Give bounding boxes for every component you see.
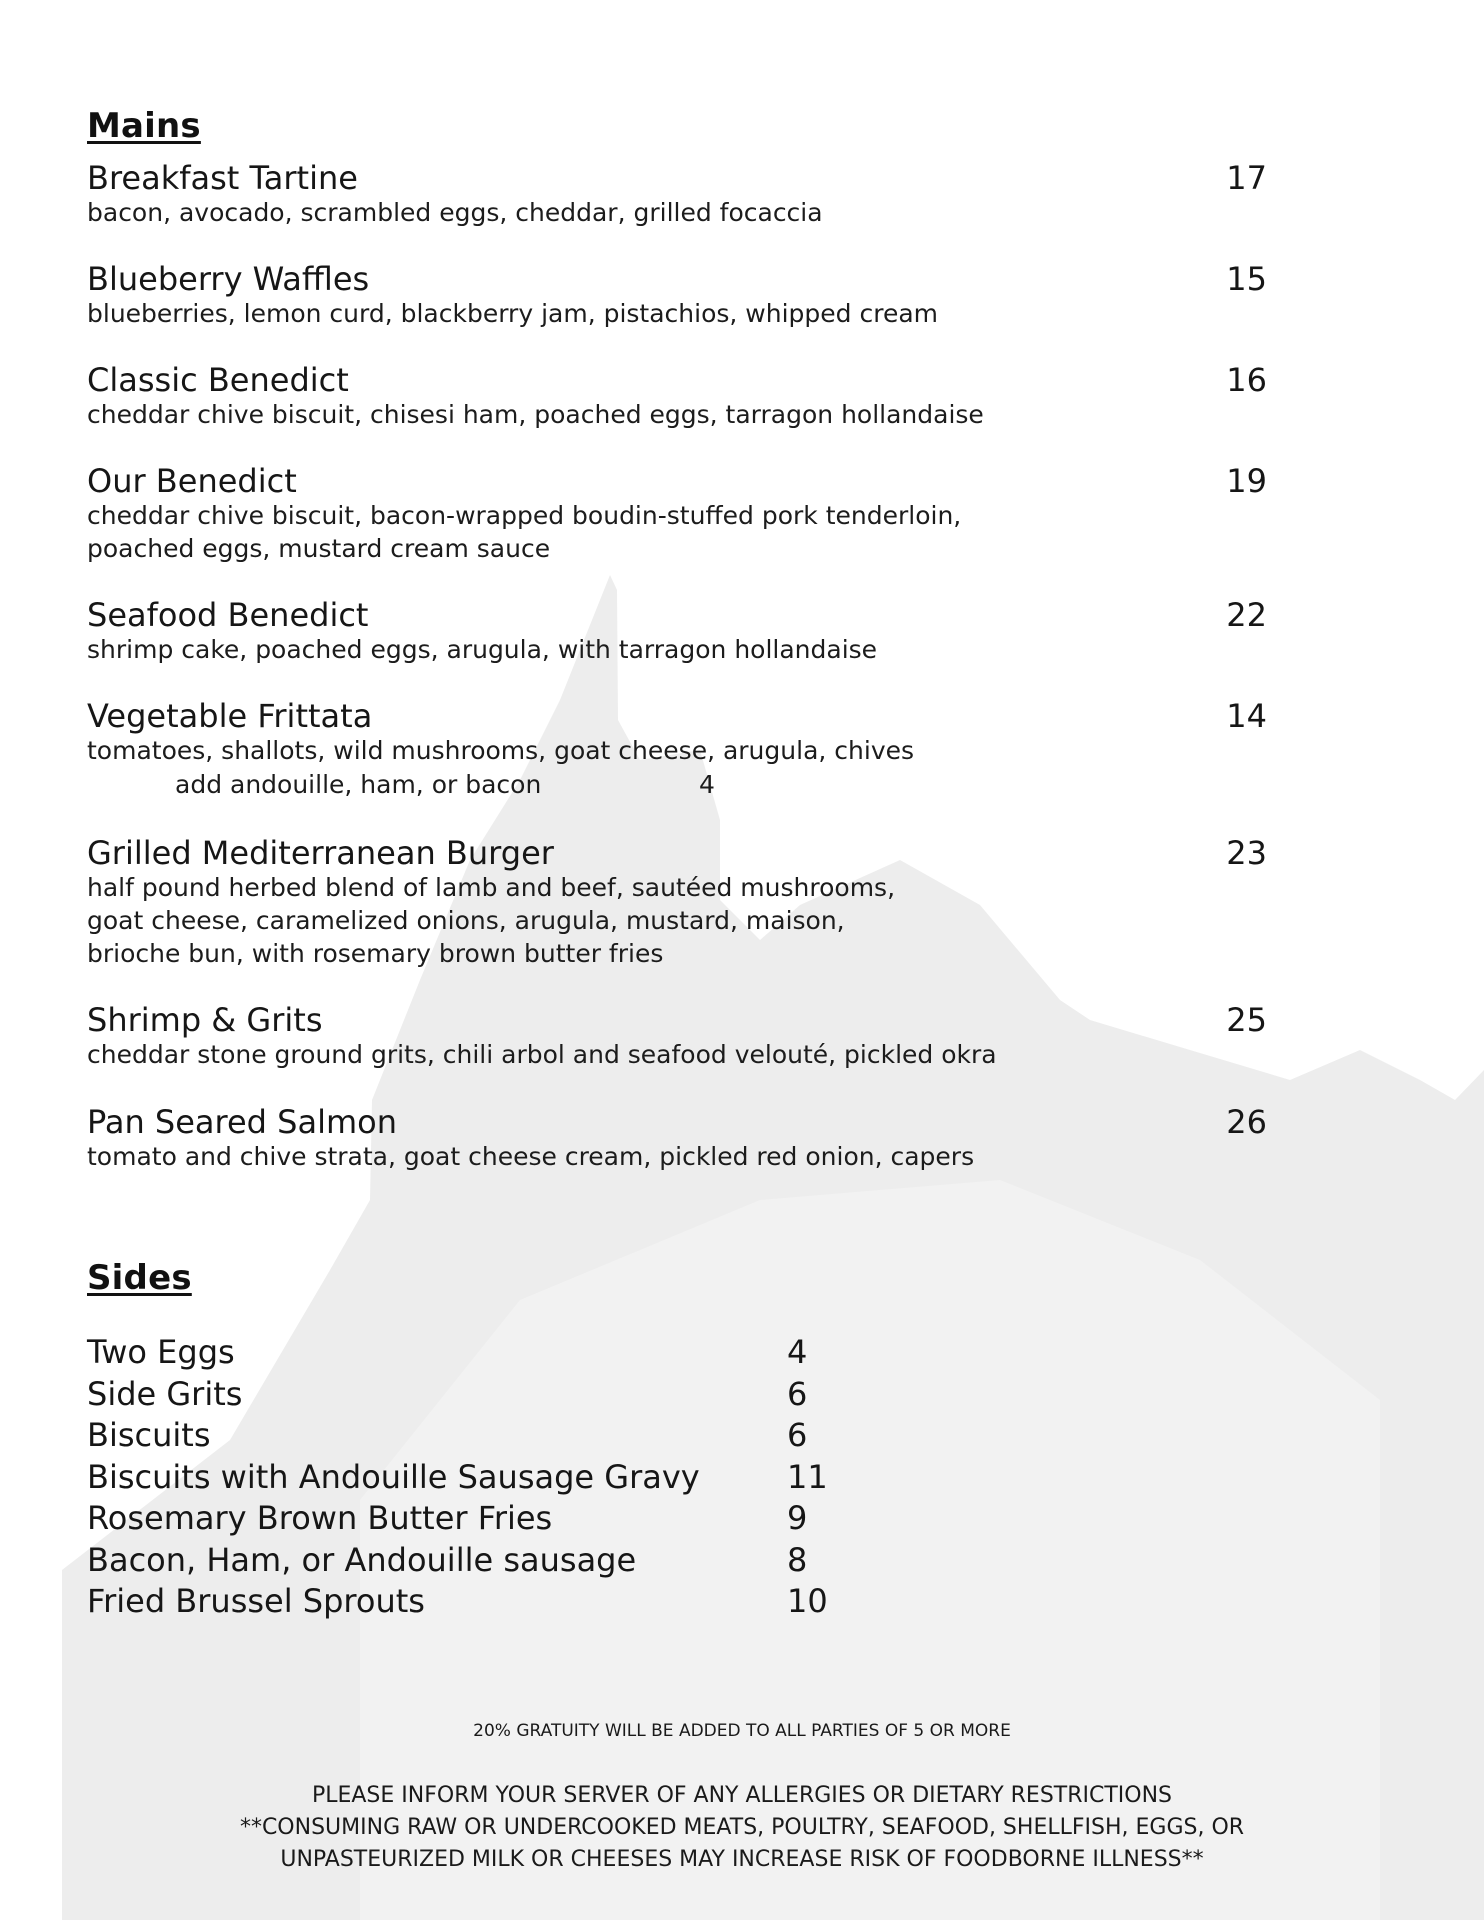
item-description: cheddar chive biscuit, bacon-wrapped boudin-stuffed pork tenderloin,: [87, 501, 962, 530]
side-price: 9: [787, 1499, 808, 1537]
foodborne-warning-line-1: **CONSUMING RAW OR UNDERCOOKED MEATS, POULTRY, SEAFOOD, SHELLFISH, EGGS, OR: [239, 1815, 1245, 1840]
side-item: [87, 1539, 847, 1581]
allergy-notice-block: [0, 1780, 1484, 1876]
side-name: Rosemary Brown Butter Fries: [87, 1499, 553, 1537]
side-name: Biscuits: [87, 1416, 211, 1454]
item-addon: [175, 767, 1267, 803]
item-description: blueberries, lemon curd, blackberry jam, pistachios, whipped cream: [87, 299, 939, 328]
side-name: Bacon, Ham, or Andouille sausage: [87, 1541, 637, 1579]
addon-label: add andouille, ham, or bacon: [175, 770, 542, 799]
item-name: Vegetable Frittata: [87, 697, 373, 735]
addon-price: 4: [699, 770, 715, 799]
item-description: cheddar chive biscuit, chisesi ham, poached eggs, tarragon hollandaise: [87, 400, 984, 429]
side-item: [87, 1331, 847, 1373]
item-price: 17: [1226, 159, 1267, 197]
item-price: 14: [1226, 697, 1267, 735]
menu-item: [87, 835, 1267, 970]
side-price: 10: [787, 1582, 828, 1620]
menu-item: [87, 362, 1267, 431]
menu-item: [87, 463, 1267, 565]
menu-item: [87, 261, 1267, 330]
side-price: 4: [787, 1333, 808, 1371]
item-price: 25: [1226, 1001, 1267, 1039]
item-name: Our Benedict: [87, 462, 297, 500]
item-price: 26: [1226, 1103, 1267, 1141]
side-item: [87, 1580, 847, 1622]
side-price: 8: [787, 1541, 808, 1579]
side-item: [87, 1497, 847, 1539]
item-price: 15: [1226, 260, 1267, 298]
item-price: 22: [1226, 596, 1267, 634]
side-name: Fried Brussel Sprouts: [87, 1582, 425, 1620]
side-name: Biscuits with Andouille Sausage Gravy: [87, 1458, 700, 1496]
item-description: cheddar stone ground grits, chili arbol and seafood velouté, pickled okra: [87, 1040, 997, 1069]
item-description: goat cheese, caramelized onions, arugula, mustard, maison,: [87, 906, 845, 935]
item-name: Pan Seared Salmon: [87, 1103, 397, 1141]
sides-heading: Sides: [87, 1258, 192, 1298]
item-description: shrimp cake, poached eggs, arugula, with tarragon hollandaise: [87, 635, 878, 664]
item-price: 23: [1226, 834, 1267, 872]
item-price: 19: [1226, 462, 1267, 500]
gratuity-notice: 20% GRATUITY WILL BE ADDED TO ALL PARTIES OF 5 OR MORE: [473, 1721, 1011, 1741]
item-description: half pound herbed blend of lamb and beef, sautéed mushrooms,: [87, 873, 896, 902]
item-name: Shrimp & Grits: [87, 1001, 323, 1039]
foodborne-warning-line-2: UNPASTEURIZED MILK OR CHEESES MAY INCREASE RISK OF FOODBORNE ILLNESS**: [280, 1847, 1204, 1872]
side-price: 11: [787, 1458, 828, 1496]
side-price: 6: [787, 1416, 808, 1454]
menu-item: [87, 698, 1267, 803]
item-description: bacon, avocado, scrambled eggs, cheddar, grilled focaccia: [87, 198, 823, 227]
side-item: [87, 1373, 847, 1415]
side-item: [87, 1414, 847, 1456]
side-name: Two Eggs: [87, 1333, 235, 1371]
item-name: Blueberry Waffles: [87, 260, 370, 298]
item-description: tomatoes, shallots, wild mushrooms, goat cheese, arugula, chives: [87, 736, 915, 765]
menu-item: [87, 1104, 1267, 1173]
item-name: Classic Benedict: [87, 361, 349, 399]
menu-item: [87, 1002, 1267, 1071]
side-item: [87, 1456, 847, 1498]
side-price: 6: [787, 1375, 808, 1413]
item-name: Breakfast Tartine: [87, 159, 358, 197]
item-price: 16: [1226, 361, 1267, 399]
item-name: Seafood Benedict: [87, 596, 369, 634]
mains-heading: Mains: [87, 106, 201, 146]
side-name: Side Grits: [87, 1375, 243, 1413]
allergy-notice: PLEASE INFORM YOUR SERVER OF ANY ALLERGIES OR DIETARY RESTRICTIONS: [311, 1783, 1173, 1808]
item-description: tomato and chive strata, goat cheese cream, pickled red onion, capers: [87, 1142, 975, 1171]
item-name: Grilled Mediterranean Burger: [87, 834, 554, 872]
menu-item: [87, 160, 1267, 229]
menu-item: [87, 597, 1267, 666]
item-description: poached eggs, mustard cream sauce: [87, 534, 551, 563]
item-description: brioche bun, with rosemary brown butter fries: [87, 939, 664, 968]
